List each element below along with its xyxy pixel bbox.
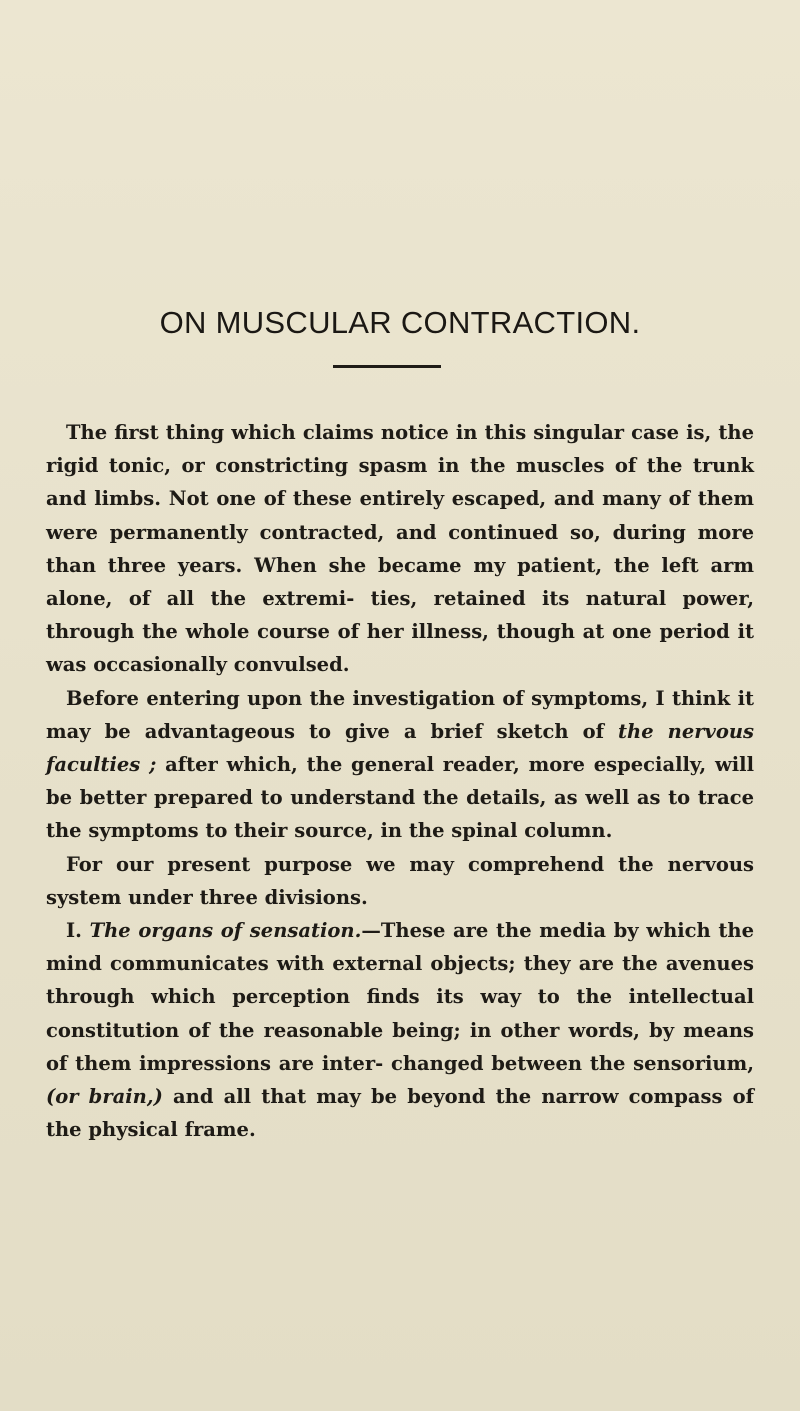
- paragraph-4-italic-b: (or brain,): [46, 1085, 163, 1109]
- paragraph-2: [46, 682, 754, 848]
- paragraph-4-text-a: I.: [66, 919, 90, 943]
- paragraph-4-text-b: —These are the media by which the mind communicates with external objects; they are the avenues through which perception finds its way to the intellectual constitution of the reasonable being; in other words, by means of them impressions are inter- changed between the sensorium,: [46, 919, 754, 1075]
- paragraph-2-italic: the nervous faculties ;: [46, 719, 754, 777]
- paragraph-4-italic-a: The organs of sensation.: [89, 919, 362, 943]
- paragraph-3: [46, 848, 754, 914]
- body-text: [46, 416, 754, 1146]
- chapter-title: ON MUSCULAR CONTRACTION.: [159, 305, 641, 340]
- title-rule: [333, 365, 441, 368]
- paragraph-1-text: The first thing which claims notice in this singular case is, the rigid tonic, or constricting spasm in the muscles of the trunk and limbs. Not one of these entirely escaped, and many of them were permanently contracted, and continued so, during more than three years. When she became my patient, the left arm alone, of all the extremi- ties, retained its natural power, through the whole course of her illness, though at one period it was occasionally convulsed.: [46, 421, 754, 677]
- paragraph-2-text-b: after which, the general reader, more especially, will be better prepared to understand the details, as well as to trace the symptoms to their source, in the spinal column.: [46, 753, 754, 843]
- paragraph-3-text: For our present purpose we may comprehend the nervous system under three divisions.: [46, 852, 754, 909]
- paragraph-2-text-a: Before entering upon the investigation of symptoms, I think it may be advantageous to give a brief sketch of: [46, 686, 754, 743]
- paragraph-1: [46, 416, 754, 682]
- paragraph-4: [46, 914, 754, 1146]
- paragraph-4-text-c: and all that may be beyond the narrow compass of the physical frame.: [46, 1085, 754, 1142]
